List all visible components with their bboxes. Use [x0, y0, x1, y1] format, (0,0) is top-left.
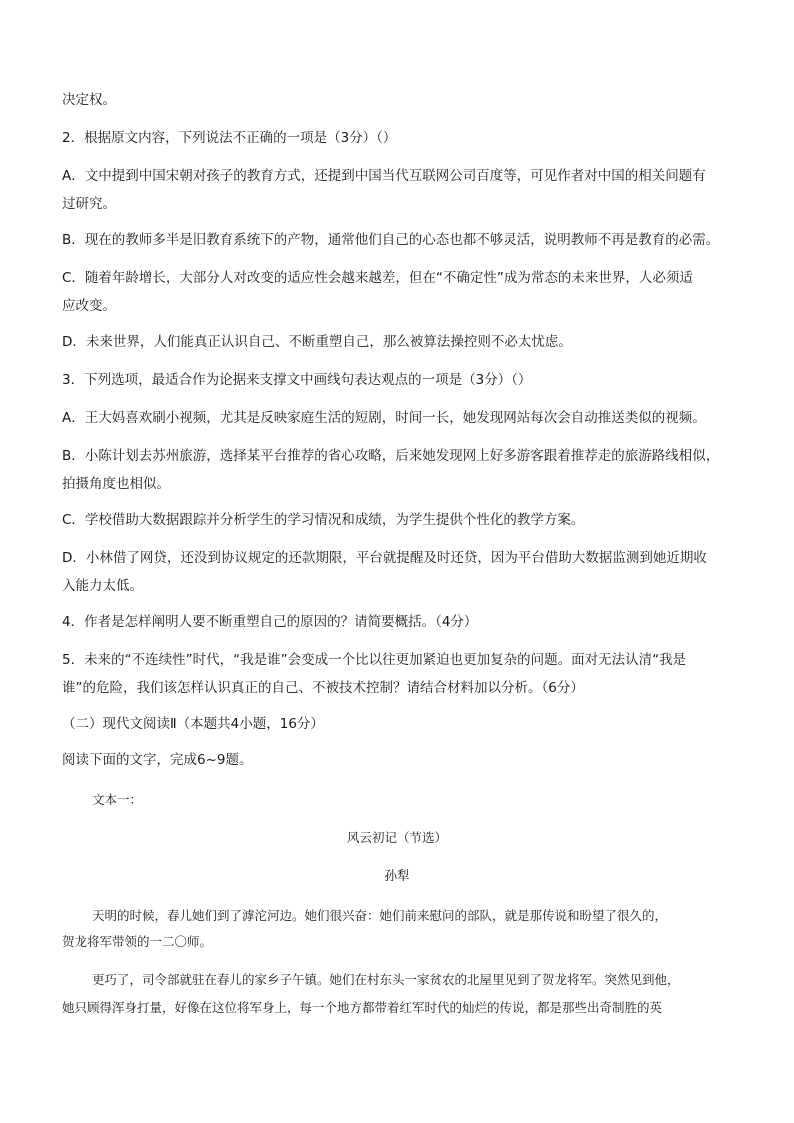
- question-3-option-b: B．小陈计划去苏州旅游，选择某平台推荐的省心攻略，后来她发现网上好多游客跟着推荐走的旅游路线相似，: [62, 448, 720, 464]
- question-2-option-a: A．文中提到中国宋朝对孩子的教育方式，还提到中国当代互联网公司百度等，可见作者对中国的相关问题有: [62, 168, 706, 184]
- reading-instruction: 阅读下面的文字，完成6~9题。: [62, 752, 253, 768]
- question-2-option-d: D．未来世界，人们能真正认识自己、不断重塑自己，那么被算法操控则不必太忧虑。: [62, 334, 572, 350]
- question-2-stem: 2．根据原文内容，下列说法不正确的一项是（3分）（）: [62, 130, 397, 146]
- question-2-option-a-cont: 过研究。: [62, 196, 116, 212]
- text-one-label: 文本一：: [92, 792, 143, 807]
- text-line: 决定权。: [62, 92, 116, 108]
- question-3-stem: 3．下列选项，最适合作为论据来支撑文中画线句表达观点的一项是（3分）（）: [62, 372, 532, 388]
- question-3-option-a: A．王大妈喜欢刷小视频，尤其是反映家庭生活的短剧，时间一长，她发现网站每次会自动推送类似的视频。: [62, 410, 706, 426]
- question-5-cont: 谁”的危险，我们该怎样认识真正的自己、不被技术控制？请结合材料加以分析。（6分）: [62, 680, 584, 696]
- section-heading: （二）现代文阅读Ⅱ（本题共4小题，16分）: [62, 716, 324, 732]
- passage-paragraph-1-cont: 贺龙将军带领的一二〇师。: [62, 934, 213, 949]
- question-2-option-c-cont: 应改变。: [62, 298, 116, 314]
- passage-paragraph-1: 天明的时候，春儿她们到了滹沱河边。她们很兴奋：她们前来慰问的部队，就是那传说和盼望了很久的，: [92, 908, 668, 923]
- passage-paragraph-2: 更巧了，司令部就驻在春儿的家乡子午镇。她们在村东头一家贫农的北屋里见到了贺龙将军。突然见到他，: [92, 972, 680, 987]
- question-2-option-c: C．随着年龄增长，大部分人对改变的适应性会越来越差，但在“不确定性”成为常态的未来世界，人必须适: [62, 270, 693, 286]
- question-4: 4．作者是怎样阐明人要不断重塑自己的原因的？请简要概括。（4分）: [62, 614, 478, 630]
- question-2-option-b: B．现在的教师多半是旧教育系统下的产物，通常他们自己的心态也都不够灵活，说明教师不再是教育的必需。: [62, 232, 720, 248]
- passage-author: 孙犁: [384, 868, 410, 883]
- question-3-option-c: C．学校借助大数据跟踪并分析学生的学习情况和成绩，为学生提供个性化的教学方案。: [62, 512, 585, 528]
- passage-title: 风云初记（节选）: [346, 830, 447, 845]
- question-3-option-b-cont: 拍摄角度也相似。: [62, 476, 170, 492]
- question-5: 5．未来的“不连续性”时代，“我是谁”会变成一个比以往更加紧迫也更加复杂的问题。面对无法认清“我是: [62, 652, 687, 668]
- passage-paragraph-2-cont: 她只顾得浑身打量，好像在这位将军身上，每一个地方都带着红军时代的灿烂的传说，都是那些出奇制胜的英: [62, 1000, 663, 1015]
- question-3-option-d-cont: 入能力太低。: [62, 578, 143, 594]
- question-3-option-d: D．小林借了网贷，还没到协议规定的还款期限，平台就提醒及时还贷，因为平台借助大数据监测到她近期收: [62, 550, 707, 566]
